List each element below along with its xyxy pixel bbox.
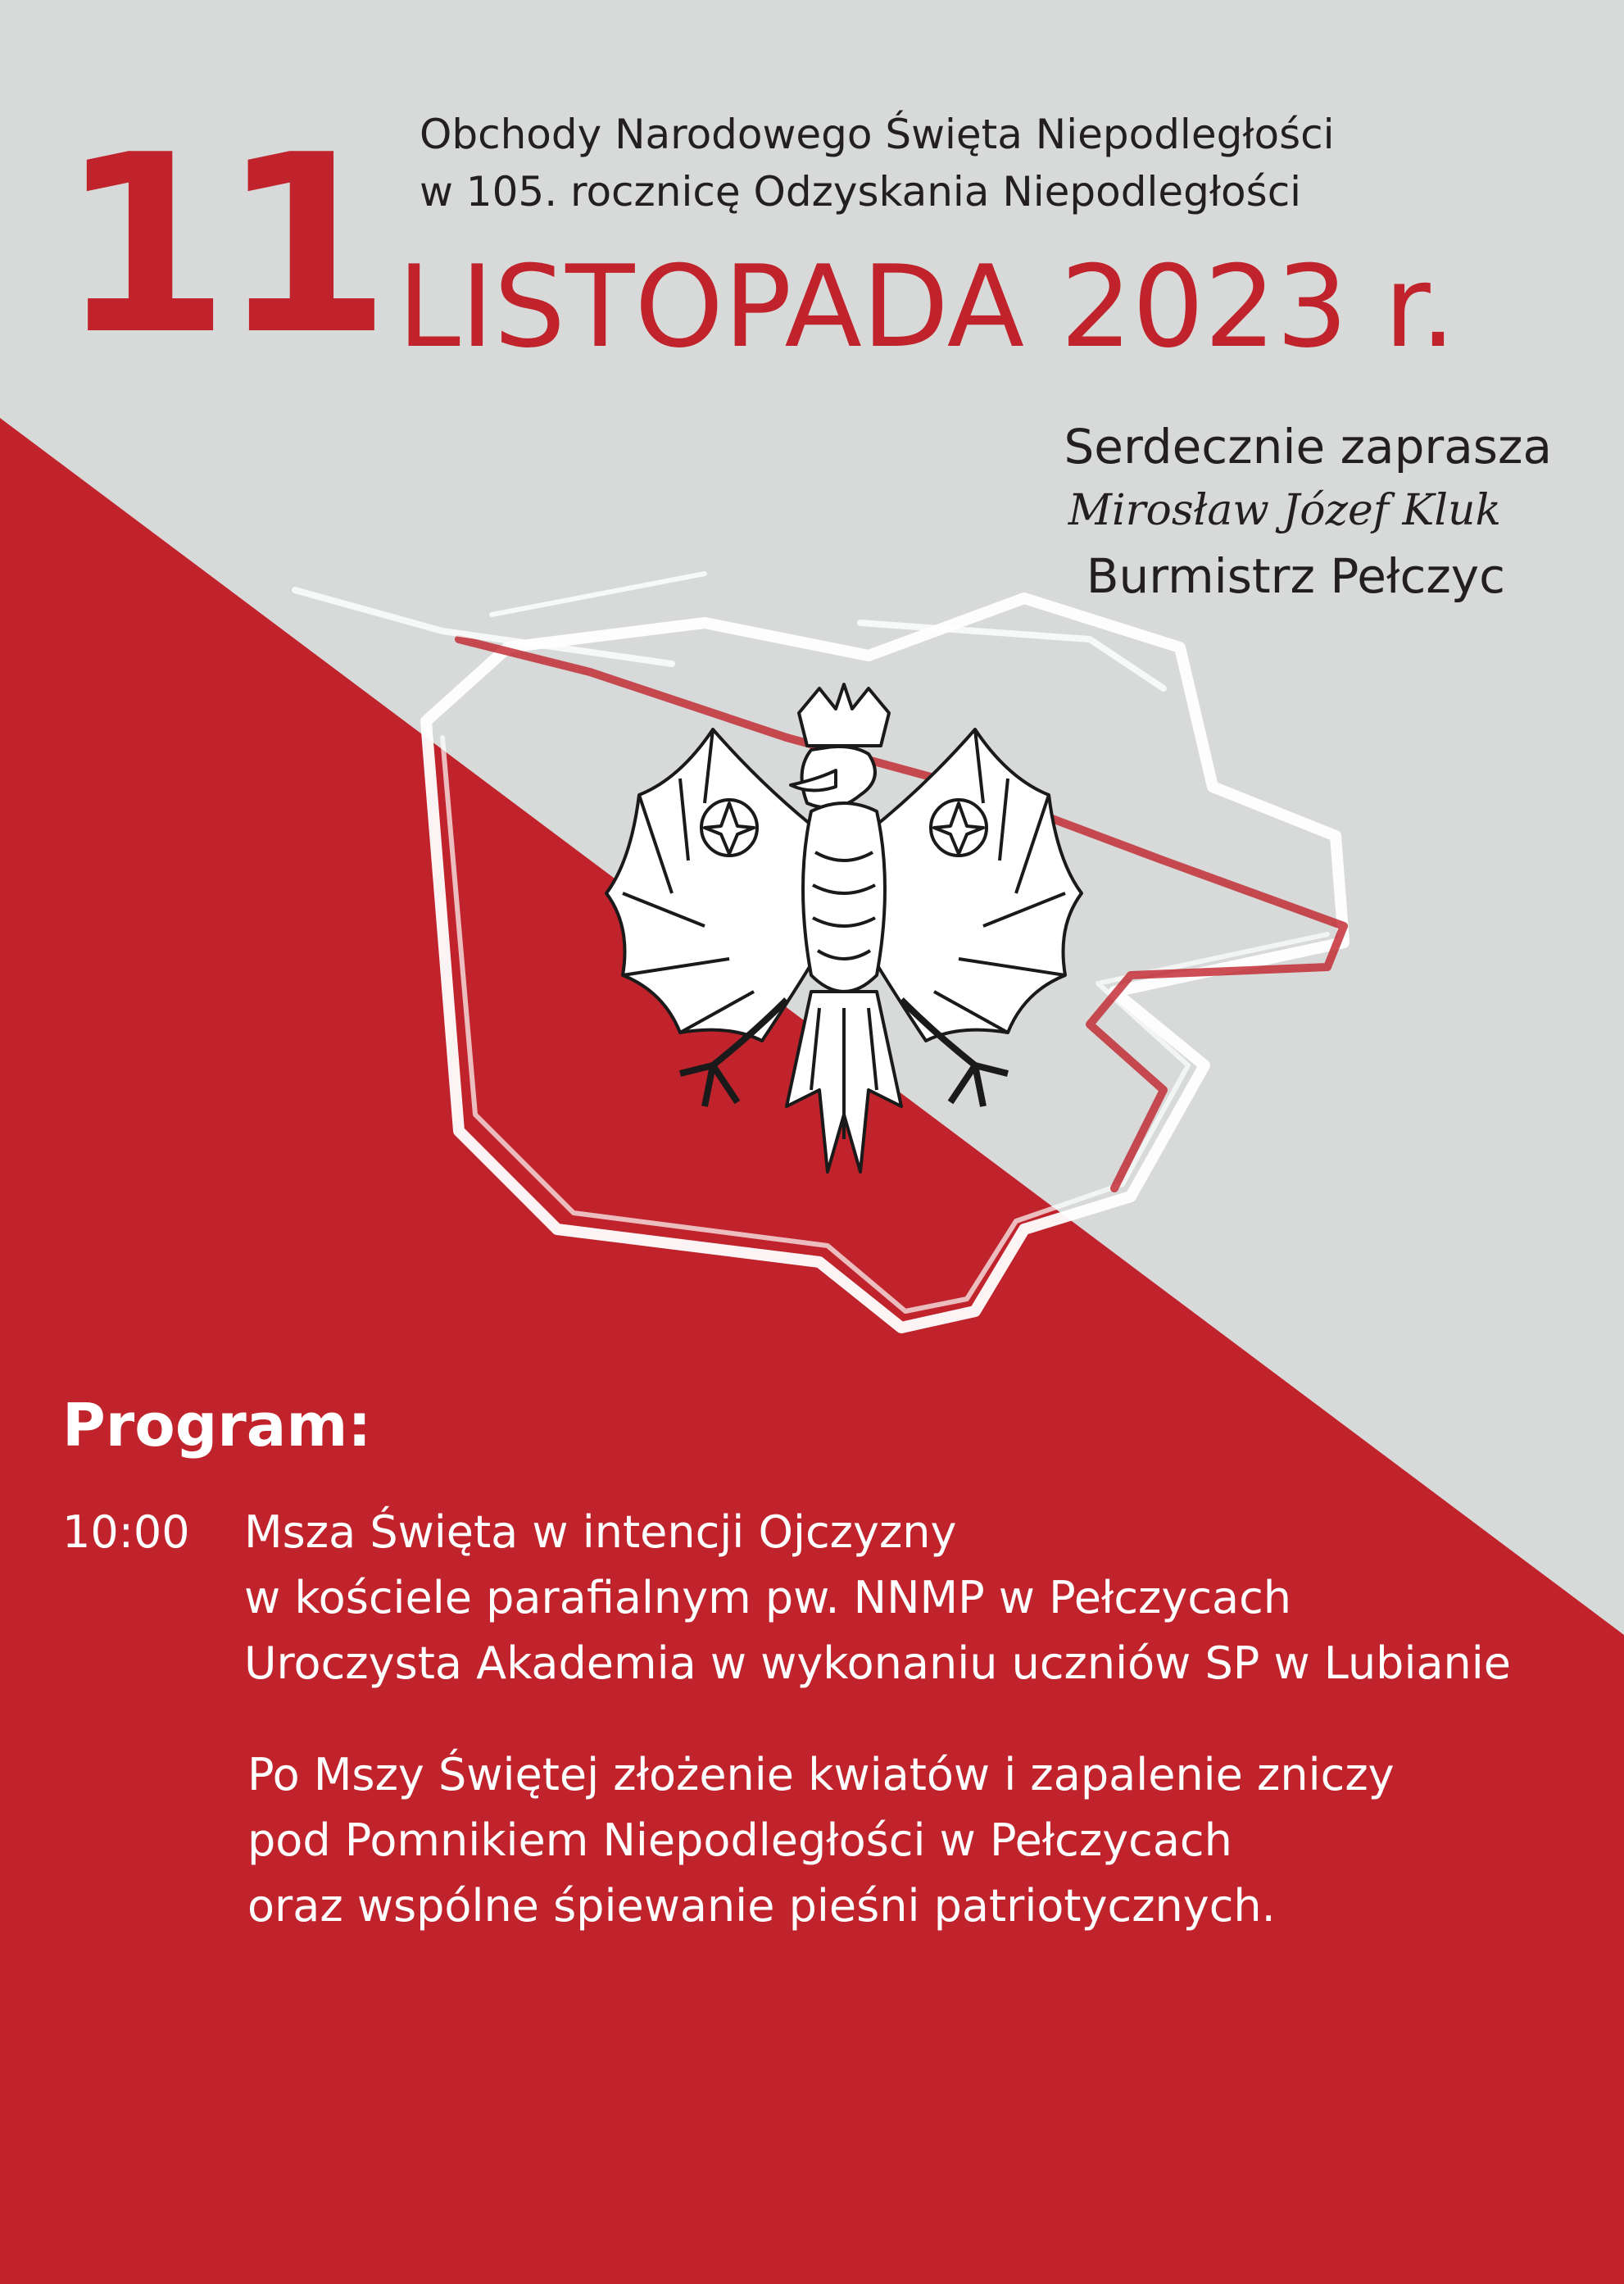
date-month-year: LISTOPADA 2023 r.	[397, 241, 1456, 373]
program-heading: Program:	[62, 1391, 372, 1460]
date-day: 11	[59, 102, 382, 388]
program-line: Uroczysta Akademia w wykonaniu uczniów SP w Lubianie	[244, 1637, 1511, 1689]
polish-eagle-emblem-icon	[590, 680, 1098, 1237]
invitation-intro: Serdecznie zaprasza	[1064, 419, 1552, 475]
program-line: w kościele parafialnym pw. NNMP w Pełczycach	[244, 1572, 1292, 1623]
program-after-line: oraz wspólne śpiewanie pieśni patriotycznych.	[247, 1880, 1276, 1932]
program-after-line: pod Pomnikiem Niepodległości w Pełczycach	[247, 1814, 1232, 1866]
program-line: Msza Święta w intencji Ojczyzny	[244, 1506, 957, 1558]
program-time: 10:00	[62, 1506, 190, 1558]
event-title-line2: w 105. rocznicę Odzyskania Niepodległości	[420, 168, 1302, 216]
event-title-line1: Obchody Narodowego Święta Niepodległości	[420, 111, 1335, 158]
mayor-title: Burmistrz Pełczyc	[1086, 548, 1505, 604]
mayor-signature: Mirosław Józef Kluk	[1068, 486, 1501, 535]
program-after-line: Po Mszy Świętej złożenie kwiatów i zapalenie zniczy	[247, 1749, 1395, 1800]
